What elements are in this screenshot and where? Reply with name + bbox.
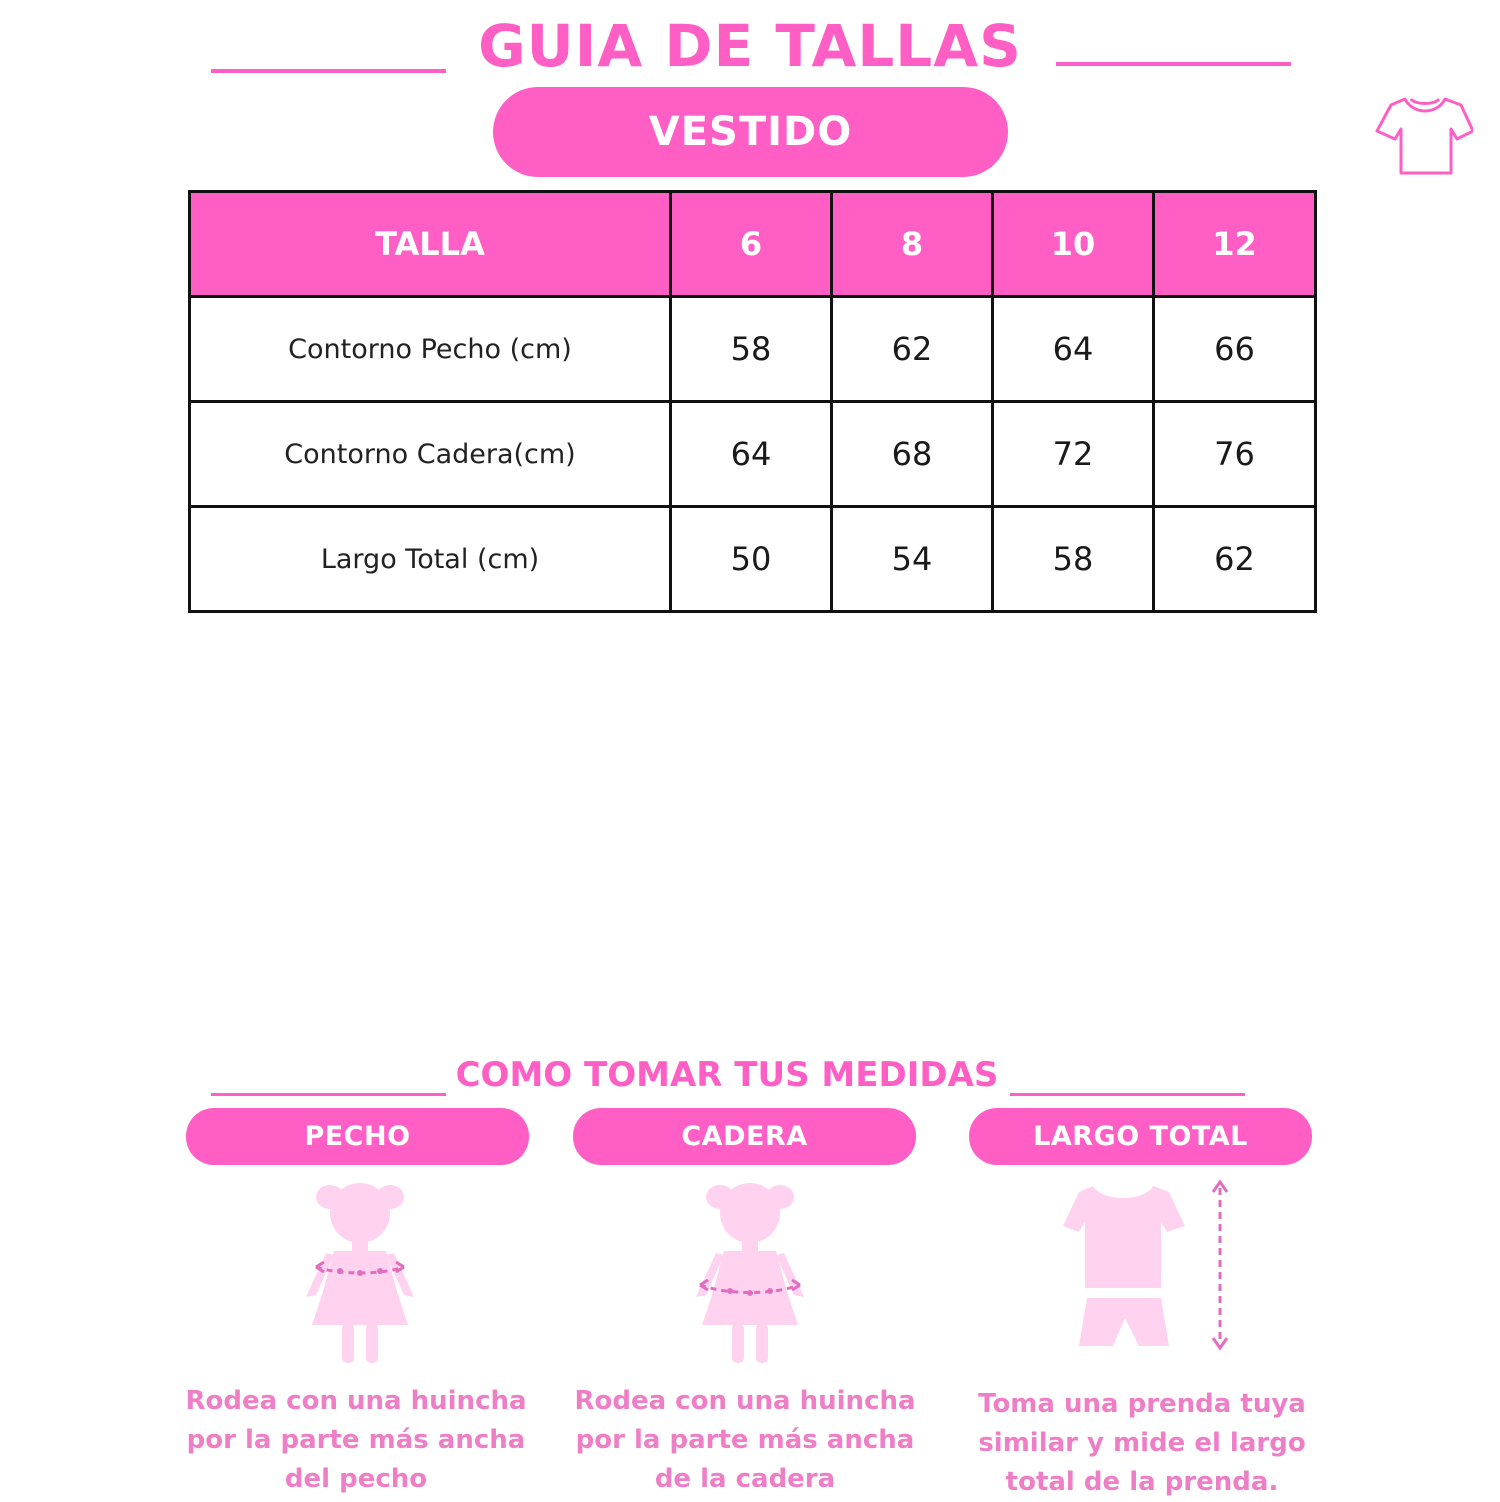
table-cell: 66 xyxy=(1154,297,1316,402)
table-cell: 68 xyxy=(832,402,993,507)
title-rule-left xyxy=(211,69,446,73)
size-table xyxy=(188,190,1317,613)
garment-badge xyxy=(493,87,1008,177)
pill-pecho: PECHO xyxy=(186,1108,529,1165)
table-cell: 62 xyxy=(1154,507,1316,612)
table-cell: 62 xyxy=(832,297,993,402)
row-label: Contorno Pecho (cm) xyxy=(190,297,671,402)
table-cell: 64 xyxy=(671,402,832,507)
girl-hip-measure-icon xyxy=(680,1175,820,1370)
row-label: Contorno Cadera(cm) xyxy=(190,402,671,507)
table-row xyxy=(190,507,1316,612)
table-row xyxy=(190,402,1316,507)
header-size: 10 xyxy=(993,192,1154,297)
garment-length-icon xyxy=(1055,1178,1240,1353)
table-header-row xyxy=(190,192,1316,297)
title-rule-right xyxy=(1056,62,1291,66)
garment-label: VESTIDO xyxy=(648,109,853,155)
table-cell: 54 xyxy=(832,507,993,612)
table-cell: 72 xyxy=(993,402,1154,507)
header-size: 6 xyxy=(671,192,832,297)
desc-cadera: Rodea con una huincha por la parte más ancha de la cadera xyxy=(574,1386,916,1494)
header-size: 8 xyxy=(832,192,993,297)
table-cell: 64 xyxy=(993,297,1154,402)
desc-largo-total: Toma una prenda tuya similar y mide el largo total de la prenda. xyxy=(978,1389,1306,1497)
tshirt-icon xyxy=(1373,93,1473,177)
subtitle-rule-left xyxy=(211,1093,446,1096)
subtitle-rule-right xyxy=(1010,1093,1245,1096)
pill-largo-total: LARGO TOTAL xyxy=(969,1108,1312,1165)
table-cell: 58 xyxy=(993,507,1154,612)
table-cell: 50 xyxy=(671,507,832,612)
row-label: Largo Total (cm) xyxy=(190,507,671,612)
girl-chest-measure-icon xyxy=(290,1175,430,1370)
howto-title: COMO TOMAR TUS MEDIDAS xyxy=(455,1055,999,1095)
page-title: GUIA DE TALLAS xyxy=(478,12,1022,80)
table-cell: 58 xyxy=(671,297,832,402)
pill-cadera: CADERA xyxy=(573,1108,916,1165)
header-talla: TALLA xyxy=(190,192,671,297)
desc-pecho: Rodea con una huincha por la parte más ancha del pecho xyxy=(185,1386,527,1494)
header-size: 12 xyxy=(1154,192,1316,297)
table-cell: 76 xyxy=(1154,402,1316,507)
table-row xyxy=(190,297,1316,402)
